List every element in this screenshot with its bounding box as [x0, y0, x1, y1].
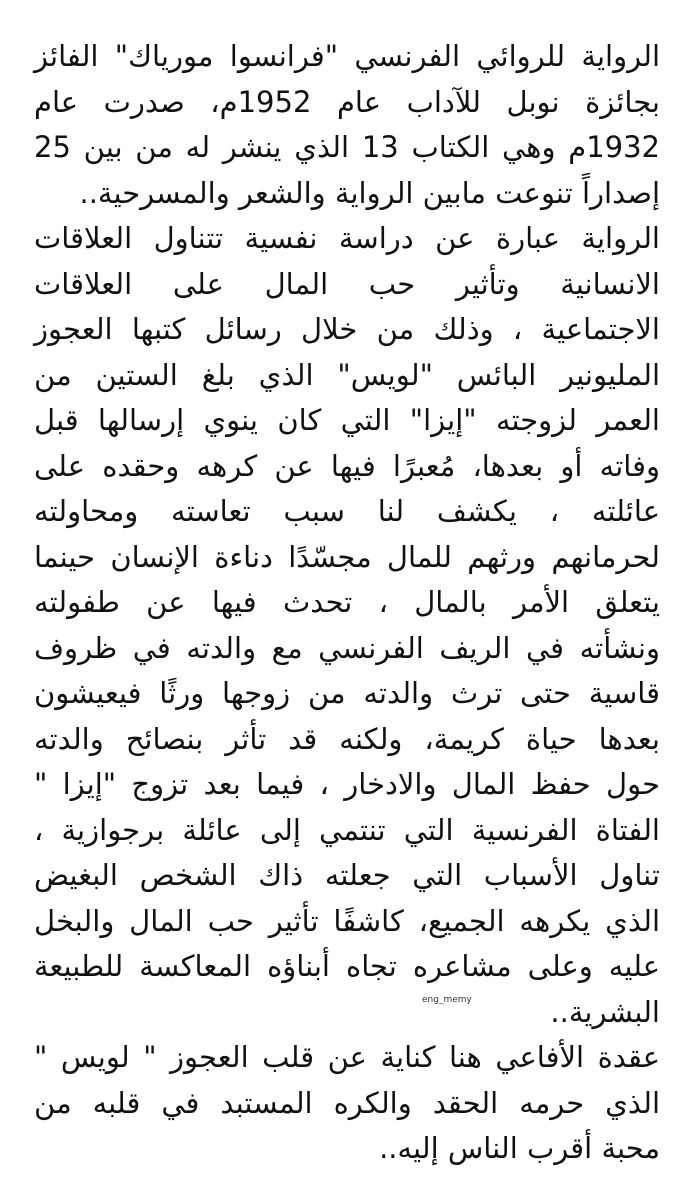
- text-line: العمر لزوجته "إيزا" التي كان ينوي إرسالها قبل: [34, 403, 660, 437]
- text-line: 1932م وهي الكتاب 13 الذي ينشر له من بين 25: [34, 130, 660, 164]
- text-line: الذي يكرهه الجميع، كاشفًا تأثير حب المال والبخل: [34, 903, 660, 938]
- text-line: بعدها حياة كريمة، ولكنه قد تأثر بنصائح والدته: [34, 721, 660, 756]
- text-line: قاسية حتى ترث والدته من زوجها ورثًا فيعيشون: [34, 676, 660, 710]
- text-line: الرواية عبارة عن دراسة نفسية تتناول العلاقات: [34, 221, 660, 255]
- text-line: الرواية للروائي الفرنسي "فرانسوا موریاك" الفائز: [34, 39, 660, 73]
- text-line: البشرية..: [550, 994, 660, 1029]
- review-text: [34, 34, 660, 1172]
- text-line: عقدة الأفاعي هنا كناية عن قلب العجوز " لويس ": [34, 1040, 660, 1074]
- text-line: وفاته أو بعدها، مُعبرًا فيها عن كرهه وحقده على: [34, 448, 660, 483]
- text-line: حول حفظ المال والادخار ، فيما بعد تزوج "إيزا ": [34, 767, 660, 801]
- text-line: تناول الأسباب التي جعلته ذاك الشخص البغيض: [34, 858, 660, 892]
- text-line: الاجتماعية ، وذلك من خلال رسائل كتبها العجوز: [34, 312, 660, 346]
- text-line: يتعلق الأمر بالمال ، تحدث فيها عن طفولته: [34, 585, 660, 619]
- text-line: المليونير البائس "لويس" الذي بلغ الستين من: [34, 357, 660, 392]
- watermark-text: eng_memy: [422, 995, 472, 1005]
- text-line: ونشأته في الريف الفرنسي مع والدته في ظروف: [34, 630, 660, 665]
- text-line: بجائزة نوبل للآداب عام 1952م، صدرت عام: [34, 84, 660, 119]
- text-line: الفتاة الفرنسية التي تنتمي إلى عائلة برجوازية ،: [34, 812, 660, 847]
- text-line: عليه وعلى مشاعره تجاه أبناؤه المعاكسة للطبيعة: [34, 949, 660, 983]
- text-line: لحرمانهم ورثهم للمال مجسّدًا دناءة الإنسان حينما: [34, 539, 660, 574]
- text-line: إصداراً تنوعت مابين الرواية والشعر والمسرحية..: [79, 175, 660, 210]
- text-line: الذي حرمه الحقد والكره المستبد في قلبه من: [34, 1085, 660, 1120]
- text-line: الانسانية وتأثير حب المال على العلاقات: [34, 266, 660, 301]
- text-line: عائلته ، يكشف لنا سبب تعاسته ومحاولته: [34, 494, 660, 528]
- text-line: محبة أقرب الناس إليه..: [379, 1131, 660, 1165]
